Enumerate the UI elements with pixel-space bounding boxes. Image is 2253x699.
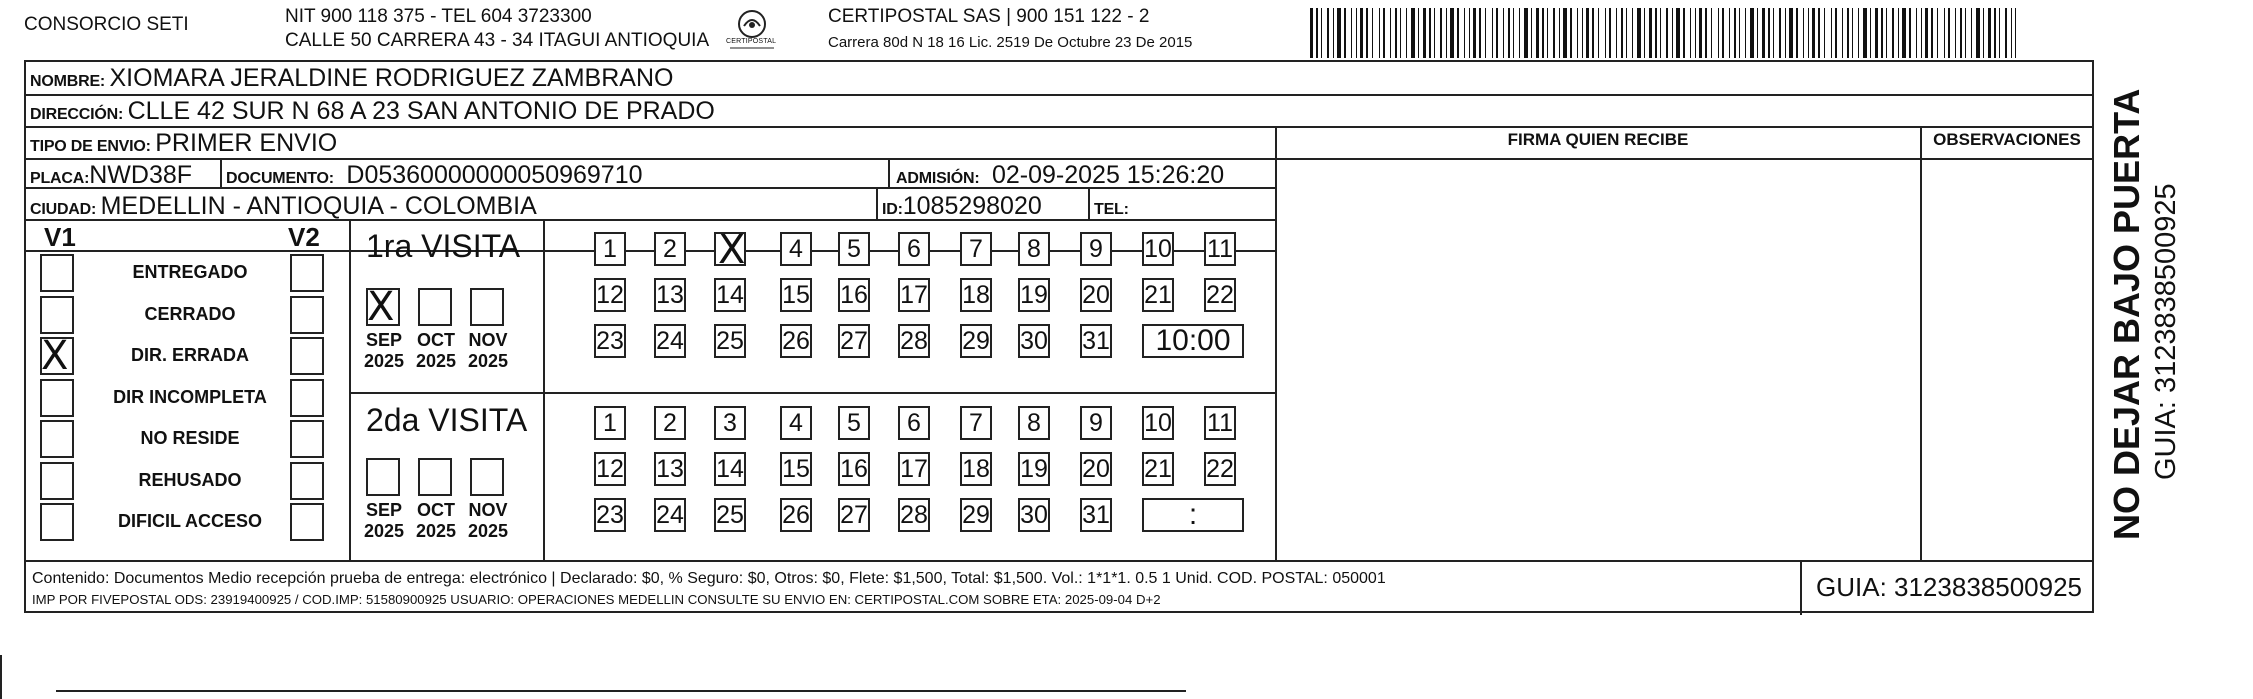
placa-label: PLACA: — [30, 170, 90, 187]
year-label: 2025 — [467, 521, 509, 541]
day-box[interactable]: 7 — [960, 406, 992, 440]
day-box[interactable]: 20 — [1080, 452, 1112, 486]
status-label: CERRADO — [144, 303, 236, 324]
day-box[interactable]: 20 — [1080, 278, 1112, 312]
observaciones-header: OBSERVACIONES — [1933, 130, 2081, 149]
day-box[interactable]: 28 — [898, 324, 930, 358]
day-box[interactable]: 27 — [838, 324, 870, 358]
v1-checkbox[interactable] — [40, 296, 74, 334]
first-visit-title: 1ra VISITA — [366, 228, 521, 264]
day-x-mark: X — [718, 227, 746, 273]
day-box[interactable]: 18 — [960, 278, 992, 312]
day-box[interactable]: 15 — [780, 278, 812, 312]
time-box[interactable]: : — [1142, 498, 1244, 532]
month-checkbox[interactable] — [366, 284, 400, 330]
month-label: SEP — [365, 330, 403, 350]
month-label: OCT — [417, 330, 455, 350]
day-box[interactable]: 17 — [898, 452, 930, 486]
v1-checkbox[interactable] — [40, 379, 74, 417]
status-label: ENTREGADO — [132, 262, 248, 282]
day-box[interactable]: 6 — [898, 406, 930, 440]
license-line: Carrera 80d N 18 16 Lic. 2519 De Octubre 23 De 2015 — [828, 34, 1193, 51]
day-box[interactable]: 9 — [1080, 406, 1112, 440]
admision-label: ADMISIÓN: — [896, 170, 980, 187]
day-box[interactable]: 6 — [898, 232, 930, 266]
day-box[interactable]: 31 — [1080, 324, 1112, 358]
day-box[interactable]: 29 — [960, 324, 992, 358]
direccion-value: CLLE 42 SUR N 68 A 23 SAN ANTONIO DE PRADO — [127, 97, 715, 125]
direccion-label: DIRECCIÓN: — [30, 106, 124, 123]
day-box[interactable]: 29 — [960, 498, 992, 532]
day-box[interactable]: 4 — [780, 232, 812, 266]
side-notice: NO DEJAR BAJO PUERTA — [2106, 88, 2147, 540]
day-box[interactable]: 11 — [1204, 232, 1236, 266]
month-checkbox[interactable] — [470, 458, 504, 496]
day-box[interactable]: 1 — [594, 232, 626, 266]
day-box[interactable]: 10 — [1142, 406, 1174, 440]
day-box[interactable]: 24 — [654, 498, 686, 532]
status-label: DIR. ERRADA — [130, 345, 249, 365]
tel-label: TEL: — [1094, 201, 1129, 218]
placa-value: NWD38F — [89, 161, 193, 189]
v1-label: V1 — [44, 222, 76, 252]
day-box[interactable]: 27 — [838, 498, 870, 532]
day-box[interactable]: 17 — [898, 278, 930, 312]
day-box[interactable]: 14 — [714, 452, 746, 486]
month-checkbox[interactable] — [470, 288, 504, 326]
day-box[interactable]: 25 — [714, 324, 746, 358]
day-box[interactable]: 19 — [1018, 452, 1050, 486]
day-box[interactable]: 1 — [594, 406, 626, 440]
day-box[interactable]: 8 — [1018, 406, 1050, 440]
status-label: DIFICIL ACCESO — [117, 511, 262, 531]
day-box[interactable]: 8 — [1018, 232, 1050, 266]
ciudad-value: MEDELLIN - ANTIOQUIA - COLOMBIA — [100, 192, 537, 220]
day-box[interactable]: 23 — [594, 498, 626, 532]
day-box[interactable]: 2 — [654, 406, 686, 440]
day-box[interactable]: 22 — [1204, 452, 1236, 486]
address-line: CALLE 50 CARRERA 43 - 34 ITAGUI ANTIOQUIA — [285, 30, 710, 51]
contenido-text: Contenido: Documentos Medio recepción prueba de entrega: electrónico | Declarado: $0, % Seguro: $0, Otros: $0, Flete: $1,500, Total: $1,500. Vol.: 1*1*1. 0.5 1 Unid. COD. POSTAL: 050001 — [32, 570, 1386, 587]
status-label: NO RESIDE — [140, 428, 240, 448]
day-box[interactable]: 10 — [1142, 232, 1174, 266]
day-box[interactable]: 13 — [654, 452, 686, 486]
day-box[interactable]: 21 — [1142, 278, 1174, 312]
day-box[interactable]: 14 — [714, 278, 746, 312]
firma-header: FIRMA QUIEN RECIBE — [1507, 130, 1689, 149]
v1-checkbox[interactable] — [40, 462, 74, 500]
day-box[interactable]: 26 — [780, 498, 812, 532]
tipo-envio-label: TIPO DE ENVIO: — [30, 138, 151, 155]
day-box[interactable]: 12 — [594, 452, 626, 486]
month-checkbox[interactable] — [418, 458, 452, 496]
month-label: NOV — [468, 500, 508, 520]
documento-value: D05360000000050969710 — [346, 161, 643, 189]
month-label: SEP — [365, 500, 403, 520]
v2-label: V2 — [288, 222, 320, 252]
v2-checkbox[interactable] — [290, 296, 324, 334]
v2-checkbox[interactable] — [290, 337, 324, 375]
month-checkbox[interactable] — [418, 288, 452, 326]
day-box[interactable]: 5 — [838, 406, 870, 440]
day-box[interactable] — [714, 227, 746, 273]
day-box[interactable]: 9 — [1080, 232, 1112, 266]
month-checkbox[interactable] — [366, 458, 400, 496]
day-box[interactable]: 15 — [780, 452, 812, 486]
day-box[interactable]: 4 — [780, 406, 812, 440]
day-box[interactable]: 16 — [838, 452, 870, 486]
day-box[interactable]: 18 — [960, 452, 992, 486]
month-label: OCT — [417, 500, 455, 520]
day-box[interactable]: 13 — [654, 278, 686, 312]
id-label: ID: — [882, 201, 903, 218]
company-name: CONSORCIO SETI — [24, 14, 189, 35]
status-label: REHUSADO — [138, 469, 242, 490]
barcode — [1310, 8, 2016, 58]
v1-checkbox[interactable] — [40, 420, 74, 458]
year-label: 2025 — [415, 351, 457, 371]
admision-value: 02-09-2025 15:26:20 — [991, 161, 1225, 189]
day-box[interactable]: 25 — [714, 498, 746, 532]
v2-checkbox[interactable] — [290, 420, 324, 458]
day-box[interactable]: 12 — [594, 278, 626, 312]
month-label: NOV — [468, 330, 508, 350]
day-box[interactable]: 11 — [1204, 406, 1236, 440]
day-box[interactable]: 22 — [1204, 278, 1236, 312]
year-label: 2025 — [363, 521, 405, 541]
v1-checkbox[interactable] — [40, 333, 74, 379]
day-box[interactable]: 30 — [1018, 498, 1050, 532]
tipo-envio-value: PRIMER ENVIO — [155, 129, 338, 157]
day-box[interactable]: 5 — [838, 232, 870, 266]
day-box[interactable]: 31 — [1080, 498, 1112, 532]
year-label: 2025 — [415, 521, 457, 541]
year-label: 2025 — [467, 351, 509, 371]
v1-checkbox[interactable] — [40, 503, 74, 541]
day-box[interactable]: 19 — [1018, 278, 1050, 312]
logo-text: CERTIPOSTAL — [726, 38, 777, 45]
day-box[interactable]: 3 — [714, 406, 746, 440]
day-box[interactable]: 2 — [654, 232, 686, 266]
checkbox-x-mark: X — [41, 333, 69, 379]
imp-text: IMP POR FIVEPOSTAL ODS: 23919400925 / COD.IMP: 51580900925 USUARIO: OPERACIONES MEDELLIN CONSULTE SU ENVIO EN: CERTIPOSTAL.COM SOBRE ETA: 2025-09-04 D+2 — [32, 592, 1161, 607]
nombre-label: NOMBRE: — [30, 73, 106, 90]
day-box[interactable]: 21 — [1142, 452, 1174, 486]
checkbox-x-mark: X — [367, 284, 395, 330]
nit-line: NIT 900 118 375 - TEL 604 3723300 — [285, 6, 592, 27]
day-box[interactable]: 30 — [1018, 324, 1050, 358]
day-box[interactable]: 26 — [780, 324, 812, 358]
day-box[interactable]: 16 — [838, 278, 870, 312]
ciudad-label: CIUDAD: — [30, 201, 97, 218]
day-box[interactable]: 7 — [960, 232, 992, 266]
nombre-value: XIOMARA JERALDINE RODRIGUEZ ZAMBRANO — [109, 64, 674, 92]
certipostal-logo — [722, 4, 782, 56]
day-box[interactable]: 24 — [654, 324, 686, 358]
v2-checkbox[interactable] — [290, 503, 324, 541]
day-box[interactable]: 23 — [594, 324, 626, 358]
time-box[interactable]: 10:00 — [1142, 324, 1244, 358]
documento-label: DOCUMENTO: — [226, 170, 334, 187]
certipostal-line: CERTIPOSTAL SAS | 900 151 122 - 2 — [828, 6, 1150, 27]
v1-checkbox[interactable] — [40, 254, 74, 292]
status-label: DIR INCOMPLETA — [113, 386, 267, 407]
day-box[interactable]: 28 — [898, 498, 930, 532]
id-value: 1085298020 — [902, 192, 1042, 220]
v2-checkbox[interactable] — [290, 254, 324, 292]
second-visit-title: 2da VISITA — [366, 402, 528, 438]
v2-checkbox[interactable] — [290, 462, 324, 500]
shipping-form — [24, 60, 2094, 613]
footer-guia: GUIA: 3123838500925 — [1816, 572, 2082, 602]
year-label: 2025 — [363, 351, 405, 371]
v2-checkbox[interactable] — [290, 379, 324, 417]
side-guia: GUIA: 3123838500925 — [2150, 183, 2182, 480]
